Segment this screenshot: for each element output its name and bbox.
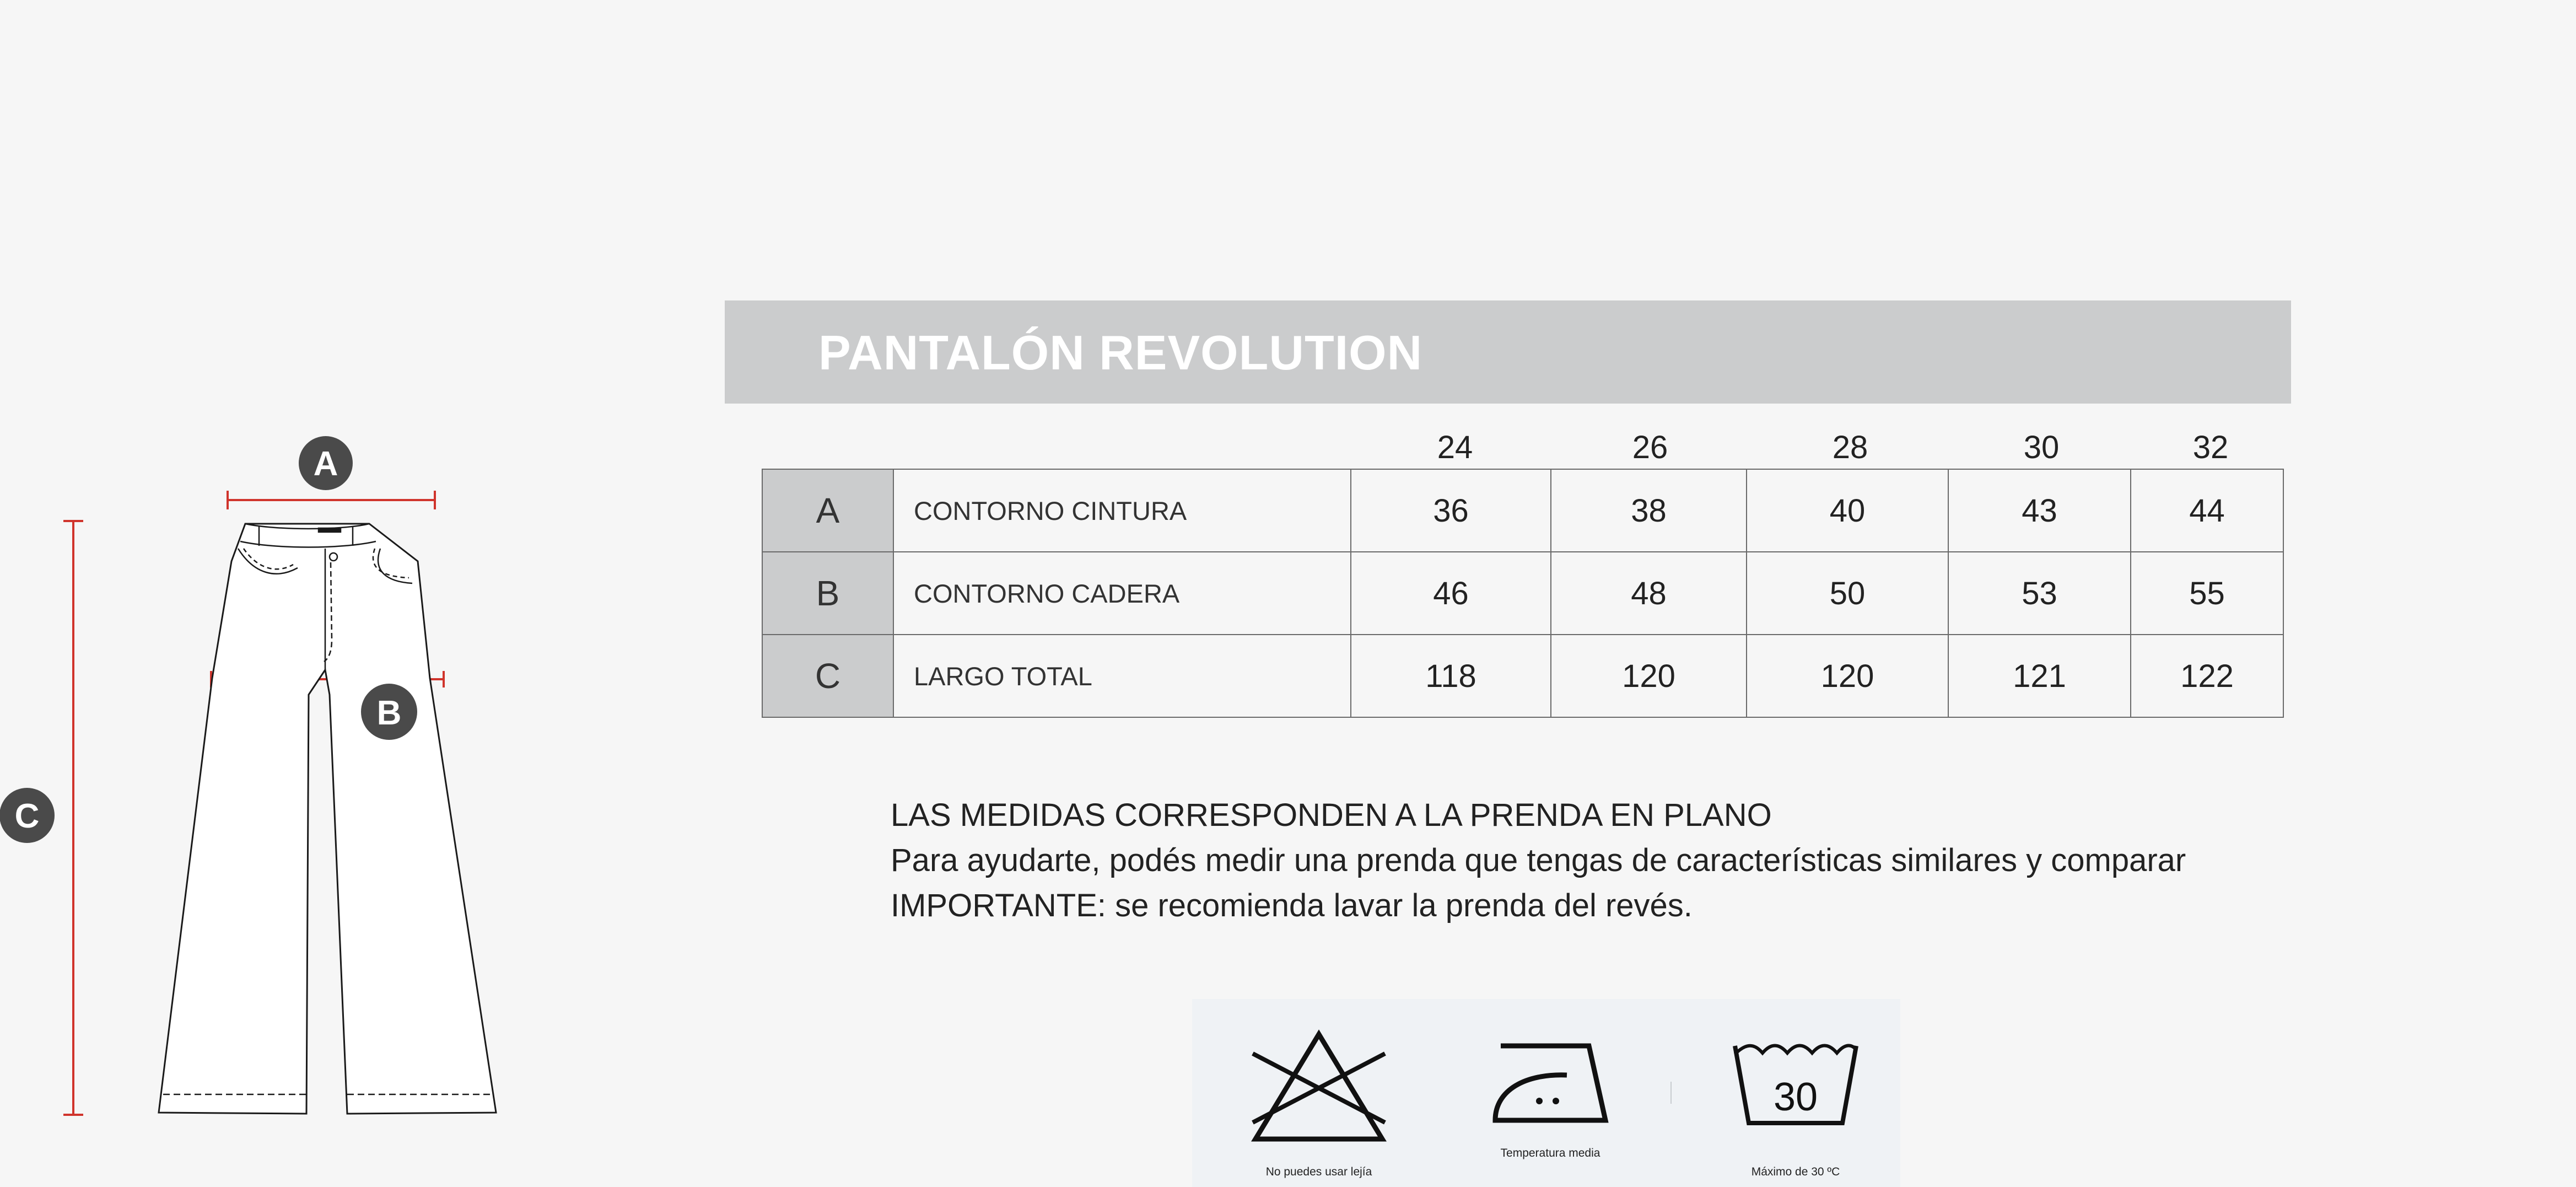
- table-cell: 122: [2131, 635, 2283, 717]
- table-cell: 53: [1948, 552, 2131, 635]
- title-banner: [725, 300, 2291, 404]
- table-cell: 120: [1747, 635, 1948, 717]
- pants-outline: [159, 524, 496, 1114]
- table-cell: 48: [1551, 552, 1747, 635]
- measurement-notes: [891, 793, 2186, 928]
- row-letter: B: [762, 552, 893, 635]
- table-cell: 55: [2131, 552, 2283, 635]
- care-caption: Máximo de 30 ºC: [1751, 1165, 1840, 1178]
- care-instructions: [1192, 999, 1900, 1187]
- size-header: 24: [1437, 429, 1473, 465]
- table-cell: 44: [2131, 469, 2283, 552]
- svg-text:A: A: [313, 445, 338, 483]
- note-line: IMPORTANTE: se recomienda lavar la prenda del revés.: [891, 888, 1693, 923]
- no-bleach-icon: [1236, 1023, 1402, 1150]
- size-header: 26: [1632, 429, 1668, 465]
- note-line: Para ayudarte, podés medir una prenda que tengas de características similares y comparar: [891, 842, 2186, 878]
- table-cell: 46: [1351, 552, 1551, 635]
- marker-c-icon: [0, 788, 55, 843]
- size-header: 28: [1832, 429, 1868, 465]
- table-cell: 36: [1351, 469, 1551, 552]
- pants-diagram: [0, 430, 529, 1147]
- pants-drawing: [0, 430, 529, 1147]
- product-title: PANTALÓN REVOLUTION: [818, 325, 1423, 380]
- table-cell: 121: [1948, 635, 2131, 717]
- row-label: CONTORNO CADERA: [893, 552, 1351, 635]
- row-label: CONTORNO CINTURA: [893, 469, 1351, 552]
- marker-a-icon: [299, 436, 353, 490]
- row-letter: C: [762, 635, 893, 717]
- marker-b-icon: [361, 684, 417, 740]
- row-letter: A: [762, 469, 893, 552]
- table-row: [762, 469, 2283, 552]
- table-row: [762, 635, 2283, 717]
- row-label: LARGO TOTAL: [893, 635, 1351, 717]
- size-header: 30: [2023, 429, 2060, 465]
- svg-text:B: B: [376, 694, 402, 732]
- iron-medium-icon: [1484, 1038, 1616, 1131]
- table-cell: 38: [1551, 469, 1747, 552]
- divider: [1670, 1082, 1672, 1104]
- table-cell: 40: [1747, 469, 1948, 552]
- table-cell: 43: [1948, 469, 2131, 552]
- wash-30-icon: [1724, 1038, 1867, 1131]
- svg-text:C: C: [14, 797, 40, 835]
- table-row: [762, 552, 2283, 635]
- table-cell: 120: [1551, 635, 1747, 717]
- table-cell: 50: [1747, 552, 1948, 635]
- size-header: 32: [2192, 429, 2229, 465]
- table-cell: 118: [1351, 635, 1551, 717]
- note-line: LAS MEDIDAS CORRESPONDEN A LA PRENDA EN PLANO: [891, 797, 1772, 833]
- size-table: [762, 469, 2284, 718]
- care-caption: Temperatura media: [1500, 1147, 1600, 1159]
- wash-temperature: 30: [1773, 1075, 1818, 1119]
- care-caption: No puedes usar lejía: [1265, 1165, 1372, 1178]
